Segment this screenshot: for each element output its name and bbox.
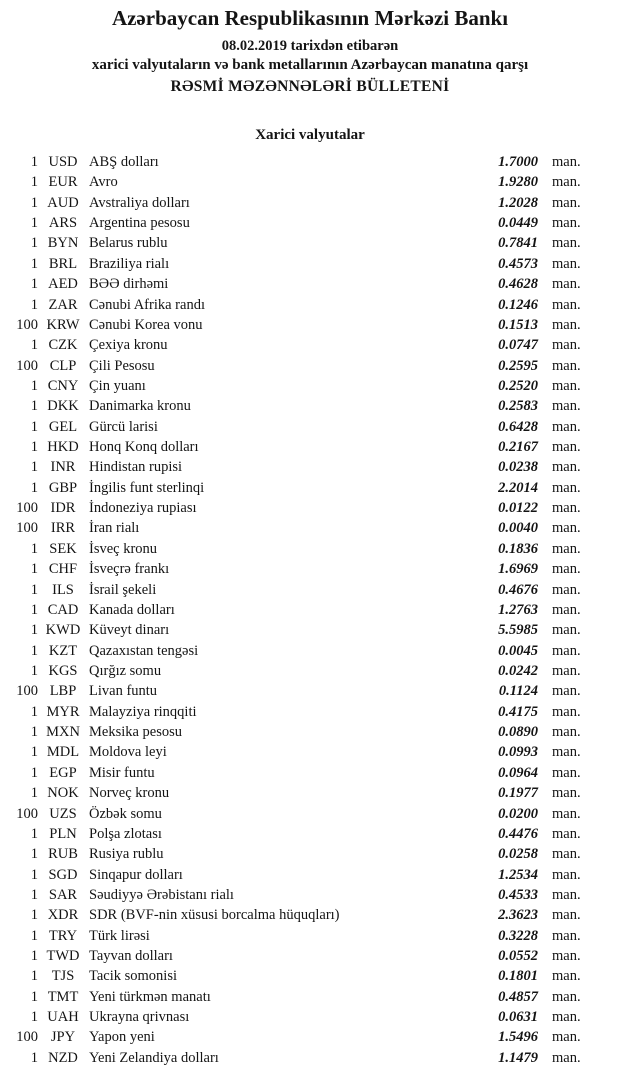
currency-rate: 0.1513: [498, 316, 538, 333]
currency-code: CZK: [48, 337, 78, 354]
currency-quantity: 1: [30, 886, 38, 903]
unit-label: man.: [552, 194, 581, 211]
currency-row: [0, 478, 620, 498]
currency-name: Cənubi Afrika randı: [89, 296, 205, 313]
currency-quantity: 1: [30, 825, 38, 842]
currency-code: DKK: [47, 398, 79, 415]
currency-code: LBP: [49, 683, 77, 700]
currency-rate: 0.4573: [498, 255, 538, 272]
currency-code: XDR: [47, 907, 79, 924]
currency-quantity: 1: [30, 235, 38, 252]
currency-row: [0, 315, 620, 335]
currency-row: [0, 254, 620, 274]
currency-rate: 0.1977: [498, 785, 538, 802]
unit-label: man.: [552, 561, 581, 578]
currency-row: [0, 1027, 620, 1047]
currency-name: Avstraliya dolları: [89, 194, 190, 211]
currency-name: ABŞ dolları: [89, 154, 159, 170]
unit-label: man.: [552, 601, 581, 618]
currency-name: Ukrayna qrivnası: [89, 1009, 190, 1026]
currency-name: Kanada dolları: [89, 601, 175, 618]
currency-code: TJS: [51, 968, 75, 985]
currency-name: Braziliya rialı: [89, 255, 170, 272]
currency-row: [0, 213, 620, 233]
currency-quantity: 1: [30, 540, 38, 557]
currency-rate: 0.0449: [498, 215, 538, 232]
unit-label: man.: [552, 479, 581, 496]
currency-code: TRY: [48, 927, 78, 944]
currency-row: [0, 661, 620, 681]
currency-quantity: 1: [30, 194, 38, 211]
currency-quantity: 100: [16, 805, 38, 822]
currency-quantity: 1: [30, 948, 38, 965]
currency-row: [0, 865, 620, 885]
currency-name: Yeni Zelandiya dolları: [89, 1049, 219, 1066]
currency-name: Yeni türkmən manatı: [89, 988, 211, 1005]
currency-rate: 0.0242: [498, 662, 538, 679]
currency-row: [0, 457, 620, 477]
currency-rate: 0.0631: [498, 1009, 538, 1026]
currency-quantity: 1: [30, 296, 38, 313]
currency-row: [0, 783, 620, 803]
currency-name: Gürcü larisi: [89, 418, 158, 435]
currency-row: [0, 905, 620, 925]
currency-row: [0, 844, 620, 864]
currency-name: İsrail şekeli: [89, 581, 157, 598]
currency-name: Özbək somu: [89, 805, 162, 822]
currency-rate: 0.0747: [498, 337, 538, 354]
currency-row: [0, 396, 620, 416]
currency-rate: 0.0122: [498, 500, 538, 517]
currency-quantity: 1: [30, 337, 38, 354]
currency-code: GEL: [48, 418, 78, 435]
currency-row: [0, 152, 620, 172]
unit-label: man.: [552, 174, 581, 191]
currency-quantity: 100: [16, 357, 38, 374]
currency-code: IDR: [50, 500, 76, 517]
currency-row: [0, 1048, 620, 1068]
currency-quantity: 1: [30, 439, 38, 456]
unit-label: man.: [552, 540, 581, 557]
currency-code: TMT: [47, 988, 79, 1005]
currency-name: Livan funtu: [89, 683, 158, 700]
unit-label: man.: [552, 683, 581, 700]
currency-quantity: 1: [30, 276, 38, 293]
currency-code: AUD: [47, 194, 79, 211]
currency-code: KWD: [45, 622, 81, 639]
unit-label: man.: [552, 215, 581, 232]
currency-rate: 1.7000: [498, 154, 538, 170]
currency-code: CAD: [47, 601, 79, 618]
currency-name: Türk lirəsi: [89, 927, 150, 944]
section-title-foreign-currencies: Xarici valyutalar: [255, 127, 365, 143]
currency-quantity: 1: [30, 988, 38, 1005]
currency-rate: 1.6969: [498, 561, 538, 578]
unit-label: man.: [552, 1029, 581, 1046]
currency-quantity: 1: [30, 1009, 38, 1026]
currency-rate: 0.7841: [498, 235, 538, 252]
currency-quantity: 100: [16, 1029, 38, 1046]
unit-label: man.: [552, 296, 581, 313]
currency-rate: 1.5496: [498, 1029, 538, 1046]
currency-rate: 0.2167: [498, 439, 538, 456]
currency-name: Honq Konq dolları: [89, 439, 199, 456]
currency-rate: 2.2014: [498, 479, 538, 496]
currency-rate: 0.0258: [498, 846, 538, 863]
currency-quantity: 1: [30, 255, 38, 272]
unit-label: man.: [552, 642, 581, 659]
currency-quantity: 100: [16, 500, 38, 517]
subtitle-line: xarici valyutaların və bank metallarının Azərbaycan manatına qarşı: [91, 57, 529, 73]
currency-quantity: 1: [30, 724, 38, 741]
currency-code: EUR: [48, 174, 78, 191]
currency-code: CLP: [49, 357, 77, 374]
unit-label: man.: [552, 500, 581, 517]
currency-name: Belarus rublu: [89, 235, 168, 252]
currency-rate: 0.4476: [498, 825, 538, 842]
currency-name: İsveç kronu: [89, 540, 158, 557]
currency-rate: 0.4676: [498, 581, 538, 598]
unit-label: man.: [552, 866, 581, 883]
currency-rate: 5.5985: [498, 622, 538, 639]
currency-row: [0, 824, 620, 844]
currency-row: [0, 274, 620, 294]
currency-quantity: 1: [30, 581, 38, 598]
currency-code: JPY: [50, 1029, 76, 1046]
currency-quantity: 1: [30, 907, 38, 924]
currency-rate: 0.1836: [498, 540, 538, 557]
currency-row: [0, 580, 620, 600]
unit-label: man.: [552, 276, 581, 293]
currency-code: MDL: [46, 744, 80, 761]
unit-label: man.: [552, 968, 581, 985]
currency-row: [0, 804, 620, 824]
currency-name: Hindistan rupisi: [89, 459, 183, 476]
bulletin-title: RƏSMİ MƏZƏNNƏLƏRİ BÜLLETENİ: [170, 78, 450, 95]
currency-row: [0, 926, 620, 946]
currency-code: NOK: [47, 785, 79, 802]
currency-quantity: 1: [30, 846, 38, 863]
unit-label: man.: [552, 703, 581, 720]
currency-rate: 0.2520: [498, 377, 538, 394]
currency-quantity: 1: [30, 1049, 38, 1066]
currency-name: BƏƏ dirhəmi: [89, 276, 169, 293]
unit-label: man.: [552, 459, 581, 476]
currency-name: Rusiya rublu: [89, 846, 164, 863]
currency-name: Moldova leyi: [89, 744, 167, 761]
unit-label: man.: [552, 1009, 581, 1026]
currency-rate: 0.2583: [498, 398, 538, 415]
unit-label: man.: [552, 744, 581, 761]
currency-row: [0, 742, 620, 762]
unit-label: man.: [552, 825, 581, 842]
unit-label: man.: [552, 418, 581, 435]
currency-code: RUB: [48, 846, 78, 863]
currency-name: Norveç kronu: [89, 785, 170, 802]
currency-name: İran rialı: [89, 520, 140, 537]
unit-label: man.: [552, 948, 581, 965]
currency-quantity: 1: [30, 744, 38, 761]
currency-code: UAH: [47, 1009, 79, 1026]
unit-label: man.: [552, 724, 581, 741]
currency-row: [0, 559, 620, 579]
currency-quantity: 1: [30, 418, 38, 435]
currency-name: Tayvan dolları: [89, 948, 173, 965]
bank-title: Azərbaycan Respublikasının Mərkəzi Bankı: [111, 6, 509, 30]
currency-quantity: 1: [30, 561, 38, 578]
unit-label: man.: [552, 988, 581, 1005]
currency-rate: 0.4175: [498, 703, 538, 720]
currency-row: [0, 193, 620, 213]
currency-code: ZAR: [48, 296, 78, 313]
currency-rate: 1.9280: [498, 174, 538, 191]
currency-rate: 0.0993: [498, 744, 538, 761]
currency-code: TWD: [46, 948, 80, 965]
unit-label: man.: [552, 357, 581, 374]
currency-row: [0, 946, 620, 966]
currency-row: [0, 437, 620, 457]
unit-label: man.: [552, 907, 581, 924]
currency-name: Danimarka kronu: [89, 398, 191, 415]
currency-rate: 0.4628: [498, 276, 538, 293]
currency-row: [0, 681, 620, 701]
currency-code: MYR: [46, 703, 80, 720]
unit-label: man.: [552, 764, 581, 781]
currency-code: USD: [48, 154, 78, 170]
currency-code: GBP: [48, 479, 78, 496]
unit-label: man.: [552, 662, 581, 679]
unit-label: man.: [552, 1049, 581, 1066]
currency-rate: 0.2595: [498, 357, 538, 374]
currency-row: [0, 172, 620, 192]
currency-code: MXN: [46, 724, 80, 741]
currency-name: İsveçrə frankı: [89, 561, 170, 578]
currency-rate: 0.6428: [498, 418, 538, 435]
currency-rate: 1.2763: [498, 601, 538, 618]
unit-label: man.: [552, 886, 581, 903]
unit-label: man.: [552, 398, 581, 415]
currency-code: ARS: [48, 215, 78, 232]
currency-row: [0, 233, 620, 253]
currency-quantity: 1: [30, 601, 38, 618]
currency-rate: 0.0200: [498, 805, 538, 822]
currency-name: Sinqapur dolları: [89, 866, 183, 883]
currency-quantity: 100: [16, 683, 38, 700]
currency-quantity: 100: [16, 520, 38, 537]
currency-code: CHF: [48, 561, 78, 578]
currency-quantity: 1: [30, 154, 38, 170]
currency-rate: 2.3623: [498, 907, 538, 924]
currency-rate: 0.4533: [498, 886, 538, 903]
currency-code: HKD: [47, 439, 79, 456]
currency-name: Səudiyyə Ərəbistanı rialı: [89, 886, 234, 903]
currency-rate: 0.1124: [498, 683, 538, 700]
currency-row: [0, 376, 620, 396]
currency-quantity: 1: [30, 642, 38, 659]
currency-quantity: 100: [16, 316, 38, 333]
currency-quantity: 1: [30, 968, 38, 985]
currency-code: BYN: [47, 235, 79, 252]
currency-name: Çin yuanı: [89, 377, 146, 394]
currency-rate: 1.2028: [498, 194, 538, 211]
currency-quantity: 1: [30, 866, 38, 883]
currency-rate: 1.1479: [498, 1049, 538, 1066]
currency-name: Argentina pesosu: [89, 215, 190, 232]
currency-row: [0, 966, 620, 986]
currency-quantity: 1: [30, 215, 38, 232]
currency-name: Qazaxıstan tengəsi: [89, 642, 199, 659]
currency-quantity: 1: [30, 764, 38, 781]
unit-label: man.: [552, 927, 581, 944]
currency-row: [0, 498, 620, 518]
currency-row: [0, 335, 620, 355]
currency-quantity: 1: [30, 398, 38, 415]
unit-label: man.: [552, 622, 581, 639]
currency-quantity: 1: [30, 479, 38, 496]
currency-row: [0, 600, 620, 620]
currency-name: Misir funtu: [89, 764, 155, 781]
currency-code: AED: [48, 276, 78, 293]
currency-code: BRL: [48, 255, 78, 272]
currency-name: Qırğız somu: [89, 662, 162, 679]
currency-name: Tacik somonisi: [89, 968, 177, 985]
currency-code: CNY: [47, 377, 79, 394]
currency-name: Avro: [89, 174, 118, 191]
currency-row: [0, 702, 620, 722]
currency-row: [0, 722, 620, 742]
currency-name: Çili Pesosu: [89, 357, 155, 374]
currency-row: [0, 518, 620, 538]
currency-code: KRW: [46, 316, 80, 333]
currency-rate: 1.2534: [498, 866, 538, 883]
currency-rate: 0.0045: [498, 642, 538, 659]
currency-rate: 0.0964: [498, 764, 538, 781]
currency-name: İndoneziya rupiası: [89, 500, 197, 517]
unit-label: man.: [552, 439, 581, 456]
currency-name: Yapon yeni: [89, 1029, 155, 1046]
currency-rate: 0.0040: [498, 520, 538, 537]
currency-rate: 0.0552: [498, 948, 538, 965]
currency-quantity: 1: [30, 662, 38, 679]
currency-quantity: 1: [30, 622, 38, 639]
currency-rate: 0.1246: [498, 296, 538, 313]
currency-name: SDR (BVF-nin xüsusi borcalma hüquqları): [89, 907, 340, 924]
unit-label: man.: [552, 520, 581, 537]
currency-row: [0, 356, 620, 376]
currency-rate: 0.0238: [498, 459, 538, 476]
currency-row: [0, 641, 620, 661]
currency-quantity: 1: [30, 703, 38, 720]
currency-name: Cənubi Korea vonu: [89, 316, 203, 333]
currency-code: NZD: [48, 1049, 78, 1066]
unit-label: man.: [552, 235, 581, 252]
currency-row: [0, 539, 620, 559]
currency-code: SAR: [48, 886, 78, 903]
unit-label: man.: [552, 581, 581, 598]
unit-label: man.: [552, 255, 581, 272]
currency-row: [0, 763, 620, 783]
currency-code: KGS: [48, 662, 78, 679]
currency-row: [0, 620, 620, 640]
currency-code: KZT: [48, 642, 78, 659]
currency-row: [0, 417, 620, 437]
currency-row: [0, 295, 620, 315]
currency-name: Polşa zlotası: [89, 825, 162, 842]
currency-rates-table: [0, 152, 620, 1068]
currency-name: Küveyt dinarı: [89, 622, 170, 639]
currency-code: SGD: [48, 866, 78, 883]
currency-name: İngilis funt sterlinqi: [89, 479, 205, 496]
unit-label: man.: [552, 337, 581, 354]
currency-quantity: 1: [30, 174, 38, 191]
currency-name: Malayziya rinqqiti: [89, 703, 197, 720]
currency-quantity: 1: [30, 785, 38, 802]
currency-name: Çexiya kronu: [89, 337, 168, 354]
currency-rate: 0.4857: [498, 988, 538, 1005]
currency-code: INR: [50, 459, 76, 476]
currency-quantity: 1: [30, 927, 38, 944]
currency-quantity: 1: [30, 459, 38, 476]
currency-row: [0, 987, 620, 1007]
currency-code: PLN: [49, 825, 77, 842]
currency-row: [0, 885, 620, 905]
effective-date-line: 08.02.2019 tarixdən etibarən: [221, 38, 399, 54]
unit-label: man.: [552, 805, 581, 822]
unit-label: man.: [552, 154, 581, 170]
currency-name: Meksika pesosu: [89, 724, 183, 741]
unit-label: man.: [552, 316, 581, 333]
currency-quantity: 1: [30, 377, 38, 394]
currency-code: UZS: [49, 805, 77, 822]
currency-code: IRR: [50, 520, 76, 537]
currency-code: SEK: [49, 540, 77, 557]
unit-label: man.: [552, 785, 581, 802]
currency-rate: 0.3228: [498, 927, 538, 944]
unit-label: man.: [552, 377, 581, 394]
currency-rate: 0.0890: [498, 724, 538, 741]
currency-rate: 0.1801: [498, 968, 538, 985]
unit-label: man.: [552, 846, 581, 863]
currency-code: EGP: [49, 764, 77, 781]
currency-code: ILS: [52, 581, 74, 598]
currency-row: [0, 1007, 620, 1027]
